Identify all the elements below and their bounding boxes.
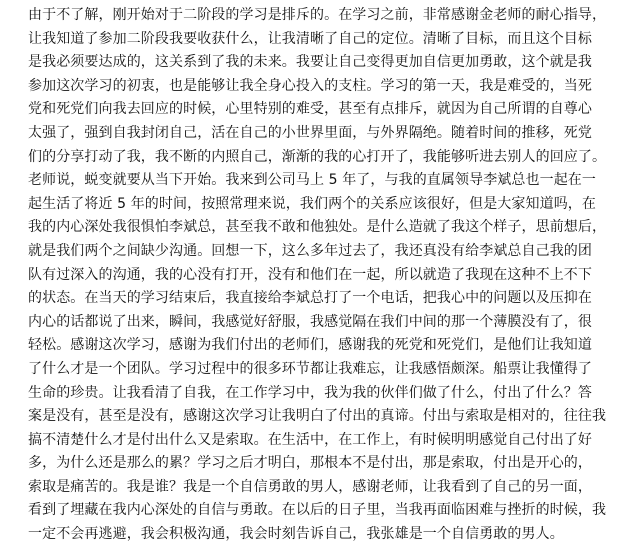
text-line: 案是没有，甚至是没有，感谢这次学习让我明白了付出的真谛。付出与索取是相对的，往往我 [28, 408, 607, 425]
document-body [28, 4, 618, 547]
text-line: 起生活了将近 5 年的时间，按照常理来说，我们两个的关系应该很好，但是大家知道吗，在 [28, 195, 597, 212]
text-line: 了什么才是一个团队。学习过程中的很多环节都让我难忘，让我感悟颇深。船票让我懂得了 [28, 360, 592, 377]
text-line: 搞不清楚什么才是付出什么又是索取。在生活中，在工作上，有时候明明感觉自己付出了好 [28, 431, 592, 448]
text-line: 们的分享打动了我，我不断的内照自己，渐渐的我的心打开了，我能够听进去别人的回应了。 [28, 148, 607, 165]
text-line: 太强了，强到自我封闭自己，活在自己的小世界里面，与外界隔绝。随着时间的推移，死党 [28, 124, 592, 141]
text-line: 队有过深入的沟通，我的心没有打开，没有和他们在一起，所以就造了我现在这种不上不下 [28, 266, 592, 283]
text-line: 内心的话都说了出来，瞬间，我感觉好舒服，我感觉隔在我们中间的那一个薄膜没有了，很 [28, 313, 592, 330]
text-line: 党和死党们向我去回应的时候，心里特别的难受，甚至有点排斥，就因为自己所谓的自尊心 [28, 101, 592, 118]
text-line: 由于不了解，刚开始对于二阶段的学习是排斥的。在学习之前，非常感谢金老师的耐心指导， [28, 7, 607, 23]
text-line: 生命的珍贵。让我看清了自我，在工作学习中，我为我的伙伴们做了什么，付出了什么？答 [28, 384, 592, 401]
text-line: 一定不会再逃避，我会积极沟通，我会时刻告诉自己，我张雄是一个自信勇敢的男人。 [28, 526, 564, 543]
text-line: 索取是痛苦的。我是谁？我是一个自信勇敢的男人，感谢老师，让我看到了自己的另一面， [28, 478, 592, 495]
text-line: 多，为什么还是那么的累？学习之后才明白，那根本不是付出，那是索取，付出是开心的， [28, 455, 592, 472]
text-line: 参加这次学习的初衷，也是能够让我全身心投入的支柱。学习的第一天，我是难受的，当死 [28, 77, 592, 94]
text-line: 的状态。在当天的学习结束后，我直接给李斌总打了一个电话，把我心中的问题以及压抑在 [28, 290, 592, 307]
text-line: 让我知道了参加二阶段我要收获什么，让我清晰了自己的定位。清晰了目标，而且这个目标 [28, 30, 592, 47]
text-line: 看到了埋藏在我内心深处的自信与勇敢。在以后的日子里，当我再面临困难与挫折的时候，我 [28, 502, 607, 519]
text-line: 轻松。感谢这次学习，感谢为我们付出的老师们，感谢我的死党和死党们，是他们让我知道 [28, 337, 592, 354]
text-line: 就是我们两个之间缺少沟通。回想一下，这么多年过去了，我还真没有给李斌总自己我的团 [28, 242, 592, 259]
text-line: 是我必须要达成的，这关系到了我的未来。我要让自己变得更加自信更加勇敢，这个就是我 [28, 54, 592, 71]
text-line: 老师说，蜕变就要从当下开始。我来到公司马上 5 年了，与我的直属领导李斌总也一起在一 [28, 172, 597, 189]
text-line: 我的内心深处我很惧怕李斌总，甚至我不敢和他独处。是什么造就了我这个样子，思前想后， [28, 219, 607, 236]
